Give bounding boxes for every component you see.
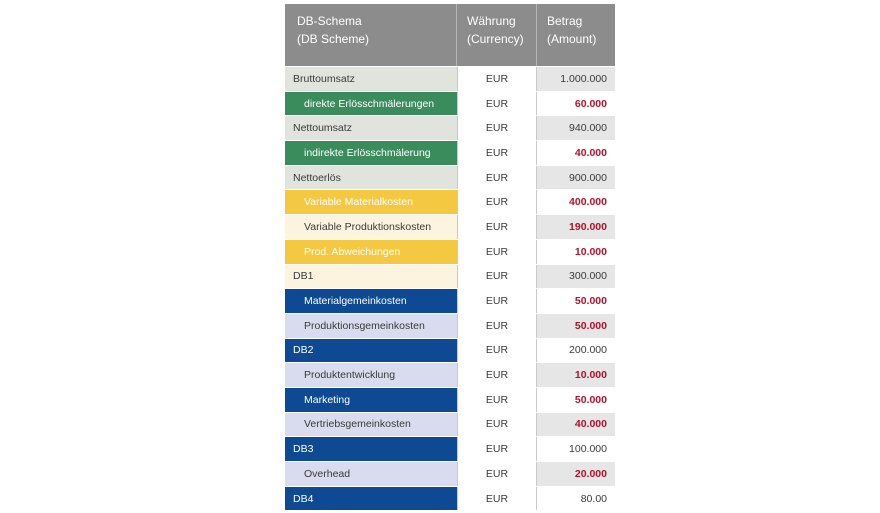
row-currency: EUR <box>457 413 537 437</box>
row-currency: EUR <box>457 215 537 239</box>
row-currency: EUR <box>457 116 537 140</box>
table-row <box>285 461 615 486</box>
row-label: Produktionsgemeinkosten <box>285 314 457 338</box>
row-label: Variable Produktionskosten <box>285 215 457 239</box>
row-amount: 50.000 <box>537 289 615 313</box>
row-currency: EUR <box>457 339 537 363</box>
row-amount: 190.000 <box>537 215 615 239</box>
table-row <box>285 91 615 116</box>
row-currency: EUR <box>457 166 537 190</box>
row-amount: 50.000 <box>537 314 615 338</box>
row-label: Vertriebsgemeinkosten <box>285 413 457 437</box>
table-row <box>285 264 615 289</box>
row-label: Produktentwicklung <box>285 363 457 387</box>
row-currency: EUR <box>457 487 537 511</box>
row-amount: 40.000 <box>537 141 615 165</box>
header-scheme <box>285 4 457 66</box>
row-amount: 50.000 <box>537 388 615 412</box>
row-amount: 100.000 <box>537 437 615 461</box>
table-row <box>285 313 615 338</box>
row-label: Overhead <box>285 462 457 486</box>
header-amount <box>537 4 615 66</box>
row-label: DB1 <box>285 265 457 289</box>
header-currency-label: Währung <box>467 14 516 28</box>
header-currency <box>457 4 537 66</box>
row-currency: EUR <box>457 388 537 412</box>
table-row <box>285 66 615 91</box>
row-currency: EUR <box>457 314 537 338</box>
table-row <box>285 165 615 190</box>
row-label: Prod. Abweichungen <box>285 240 457 264</box>
row-amount: 80.00 <box>537 487 615 511</box>
row-amount: 40.000 <box>537 413 615 437</box>
row-label: DB2 <box>285 339 457 363</box>
row-label: Nettoerlös <box>285 166 457 190</box>
row-label: Bruttoumsatz <box>285 67 457 91</box>
row-amount: 60.000 <box>537 92 615 116</box>
table-header <box>285 4 615 66</box>
table-row <box>285 362 615 387</box>
row-amount: 10.000 <box>537 363 615 387</box>
row-label: indirekte Erlösschmälerung <box>285 141 457 165</box>
row-currency: EUR <box>457 92 537 116</box>
row-amount: 20.000 <box>537 462 615 486</box>
header-amount-label: Betrag <box>547 14 583 28</box>
row-currency: EUR <box>457 67 537 91</box>
table-row <box>285 189 615 214</box>
row-amount: 10.000 <box>537 240 615 264</box>
db-scheme-table <box>285 4 615 510</box>
row-label: Materialgemeinkosten <box>285 289 457 313</box>
row-amount: 900.000 <box>537 166 615 190</box>
table-row <box>285 288 615 313</box>
row-currency: EUR <box>457 265 537 289</box>
table-row <box>285 338 615 363</box>
table-row <box>285 115 615 140</box>
header-amount-translation: (Amount) <box>547 32 597 46</box>
row-currency: EUR <box>457 437 537 461</box>
header-scheme-translation: (DB Scheme) <box>297 32 370 46</box>
table-row <box>285 412 615 437</box>
row-currency: EUR <box>457 240 537 264</box>
row-amount: 400.000 <box>537 190 615 214</box>
row-label: DB4 <box>285 487 457 511</box>
row-label: Variable Materialkosten <box>285 190 457 214</box>
row-amount: 940.000 <box>537 116 615 140</box>
row-label: direkte Erlösschmälerungen <box>285 92 457 116</box>
table-body <box>285 66 615 510</box>
row-label: Nettoumsatz <box>285 116 457 140</box>
row-amount: 200.000 <box>537 339 615 363</box>
row-currency: EUR <box>457 190 537 214</box>
row-currency: EUR <box>457 289 537 313</box>
row-amount: 1.000.000 <box>537 67 615 91</box>
table-row <box>285 140 615 165</box>
row-currency: EUR <box>457 462 537 486</box>
row-amount: 300.000 <box>537 265 615 289</box>
table-row <box>285 436 615 461</box>
table-row <box>285 214 615 239</box>
table-row <box>285 486 615 511</box>
row-label: DB3 <box>285 437 457 461</box>
table-row <box>285 387 615 412</box>
header-currency-translation: (Currency) <box>467 32 524 46</box>
row-label: Marketing <box>285 388 457 412</box>
row-currency: EUR <box>457 363 537 387</box>
table-row <box>285 239 615 264</box>
row-currency: EUR <box>457 141 537 165</box>
header-scheme-label: DB-Schema <box>297 14 362 28</box>
